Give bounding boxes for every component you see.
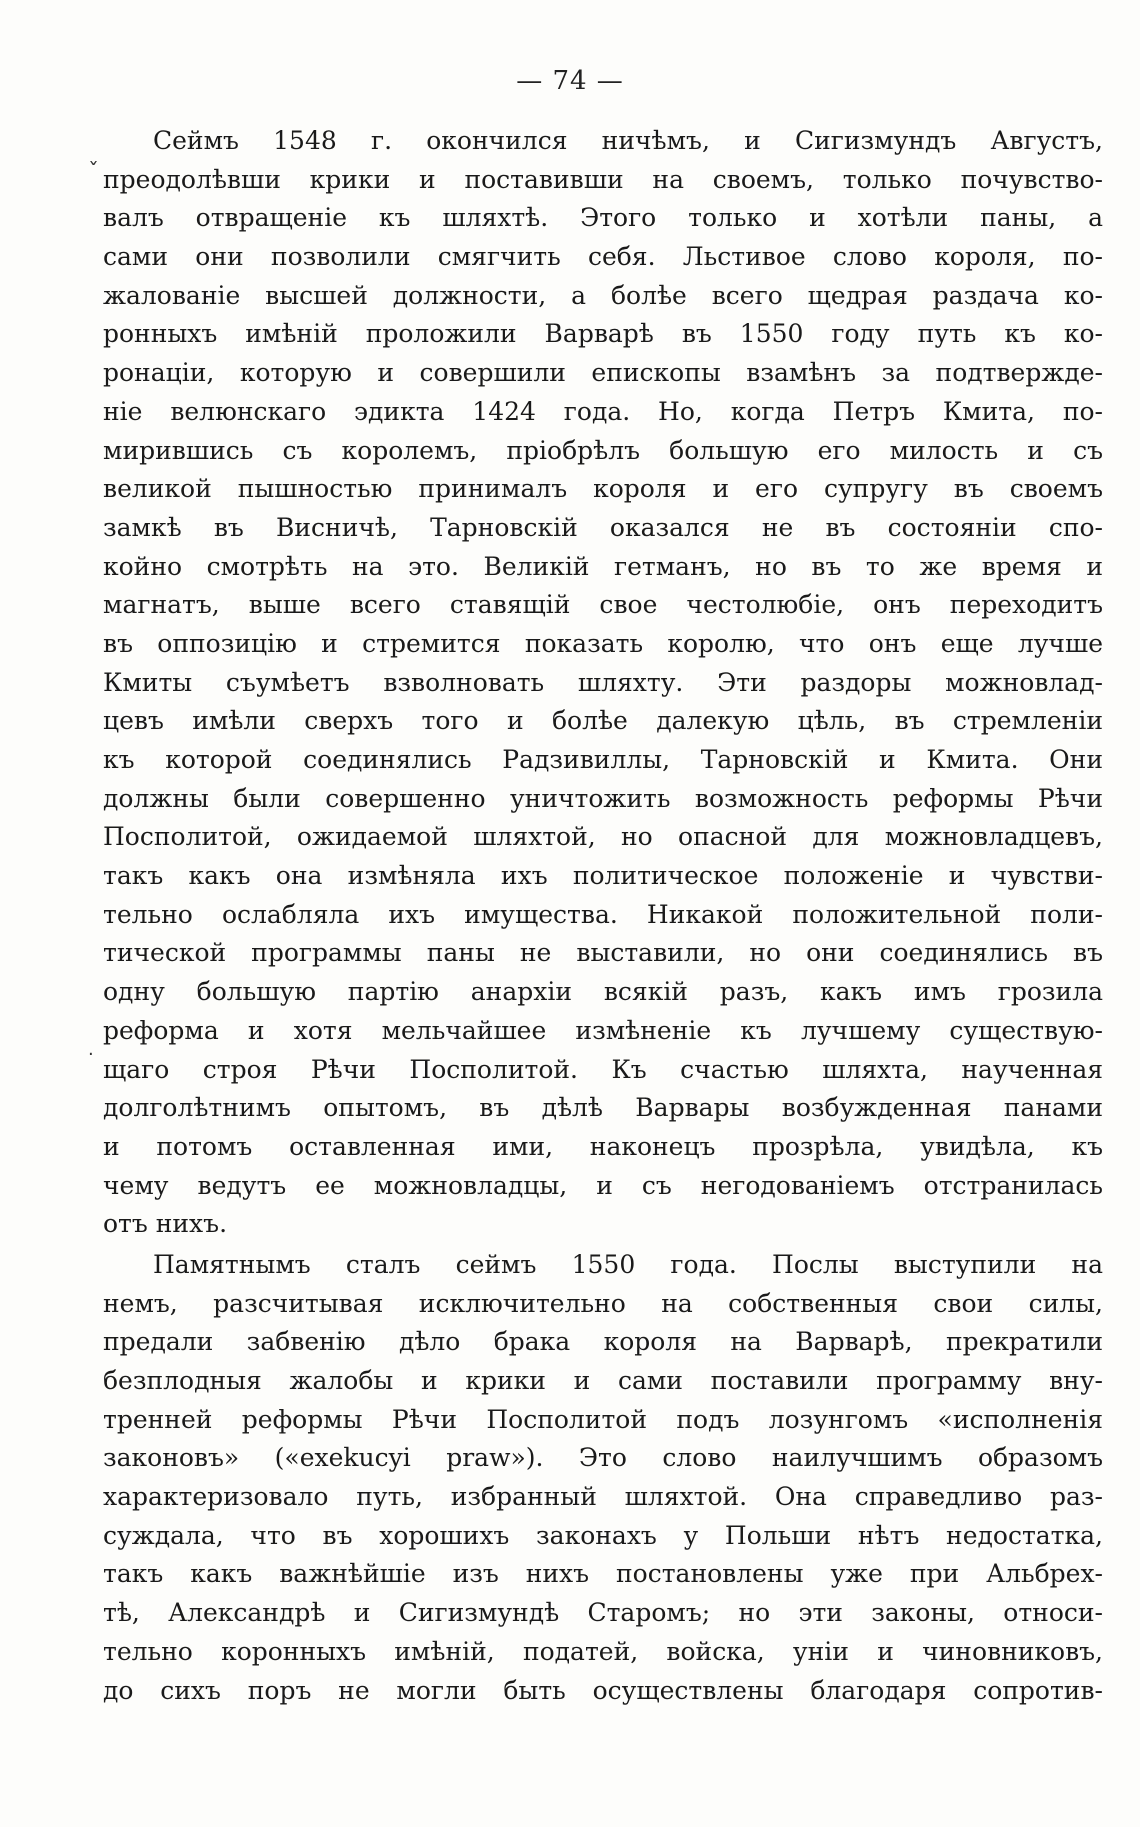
text-line: жалованіе высшей должности, а болѣе всего щедрая раздача ко-: [103, 280, 1103, 310]
text-line: ніе велюнскаго эдикта 1424 года. Но, когда Петръ Кмита, по-: [103, 396, 1103, 426]
page-number: — 74 —: [516, 66, 624, 96]
text-line: тренней реформы Рѣчи Посполитой подъ лозунгомъ «исполненія: [103, 1404, 1103, 1434]
margin-mark: ·: [88, 1044, 94, 1065]
text-line: цевъ имѣли сверхъ того и болѣе далекую цѣль, въ стремленіи: [103, 706, 1103, 736]
text-line: и потомъ оставленная ими, наконецъ прозрѣла, увидѣла, къ: [103, 1131, 1103, 1161]
text-line: койно смотрѣть на это. Великій гетманъ, но въ то же время и: [103, 551, 1103, 581]
text-line: Посполитой, ожидаемой шляхтой, но опасной для можновладцевъ,: [103, 822, 1103, 852]
text-line: въ оппозицію и стремится показать королю, что онъ еще лучше: [103, 628, 1103, 658]
text-line: магнатъ, выше всего ставящій свое честолюбіе, онъ переходитъ: [103, 590, 1103, 620]
text-line: Кмиты съумѣетъ взволновать шляхту. Эти раздоры можновлад-: [103, 667, 1103, 697]
text-line: должны были совершенно уничтожить возможность реформы Рѣчи: [103, 783, 1103, 813]
text-line: тѣ, Александрѣ и Сигизмундѣ Старомъ; но эти законы, относи-: [103, 1598, 1103, 1628]
text-line: чему ведутъ ее можновладцы, и съ негодованіемъ отстранилась: [103, 1170, 1103, 1200]
margin-mark: ˇ: [88, 160, 99, 185]
text-line: законовъ» («exekucyi praw»). Это слово наилучшимъ образомъ: [103, 1443, 1103, 1473]
text-line: сами они позволили смягчить себя. Льстивое слово короля, по-: [103, 242, 1103, 272]
text-line: ронаціи, которую и совершили епископы взамѣнъ за подтвержде-: [103, 358, 1103, 388]
text-line: тельно коронныхъ имѣній, податей, войска, уніи и чиновниковъ,: [103, 1636, 1103, 1666]
text-line: безплодныя жалобы и крики и сами поставили программу вну-: [103, 1366, 1103, 1395]
paragraph-1: [103, 122, 1103, 1244]
text-line: преодолѣвши крики и поставивши на своемъ, только почувство-: [103, 164, 1103, 194]
text-line: реформа и хотя мельчайшее измѣненіе къ лучшему существую-: [103, 1015, 1103, 1045]
text-line: такъ какъ важнѣйшіе изъ нихъ постановлены уже при Альбрех-: [103, 1559, 1103, 1589]
text-line: замкѣ въ Висничѣ, Тарновскій оказался не въ состояніи спо-: [103, 512, 1103, 542]
paragraph-2: [103, 1246, 1103, 1710]
text-line: къ которой соединялись Радзивиллы, Тарновскій и Кмита. Они: [103, 745, 1103, 774]
text-line: долголѣтнимъ опытомъ, въ дѣлѣ Варвары возбужденная панами: [103, 1093, 1103, 1123]
text-line: такъ какъ она измѣняла ихъ политическое положеніе и чувстви-: [103, 861, 1103, 891]
text-line: немъ, разсчитывая исключительно на собственныя свои силы,: [103, 1288, 1103, 1318]
text-body: [103, 122, 1103, 1710]
text-line: щаго строя Рѣчи Посполитой. Къ счастью шляхта, наученная: [103, 1054, 1103, 1084]
text-line: Памятнымъ сталъ сеймъ 1550 года. Послы выступили на: [153, 1249, 1103, 1279]
text-line: тической программы паны не выставили, но они соединялись въ: [103, 938, 1103, 968]
text-line: одну большую партію анархіи всякій разъ, какъ имъ грозила: [103, 977, 1103, 1007]
text-line: великой пышностью принималъ короля и его супругу въ своемъ: [103, 474, 1103, 504]
text-line: до сихъ поръ не могли быть осуществлены благодаря сопротив-: [103, 1675, 1103, 1705]
text-line: предали забвенію дѣло брака короля на Варварѣ, прекратили: [103, 1327, 1103, 1357]
text-line: характеризовало путь, избранный шляхтой. Она справедливо раз-: [103, 1482, 1103, 1512]
text-line: отъ нихъ.: [103, 1209, 228, 1239]
text-line: мирившись съ королемъ, пріобрѣлъ большую его милость и съ: [103, 435, 1103, 465]
text-line: Сеймъ 1548 г. окончился ничѣмъ, и Сигизмундъ Августъ,: [153, 126, 1103, 155]
text-line: суждала, что въ хорошихъ законахъ у Польши нѣтъ недостатка,: [103, 1520, 1103, 1550]
text-line: тельно ослабляла ихъ имущества. Никакой положительной поли-: [103, 899, 1103, 929]
text-line: валъ отвращеніе къ шляхтѣ. Этого только и хотѣли паны, а: [103, 203, 1103, 233]
text-line: ронныхъ имѣній проложили Варварѣ въ 1550 году путь къ ко-: [103, 319, 1103, 349]
